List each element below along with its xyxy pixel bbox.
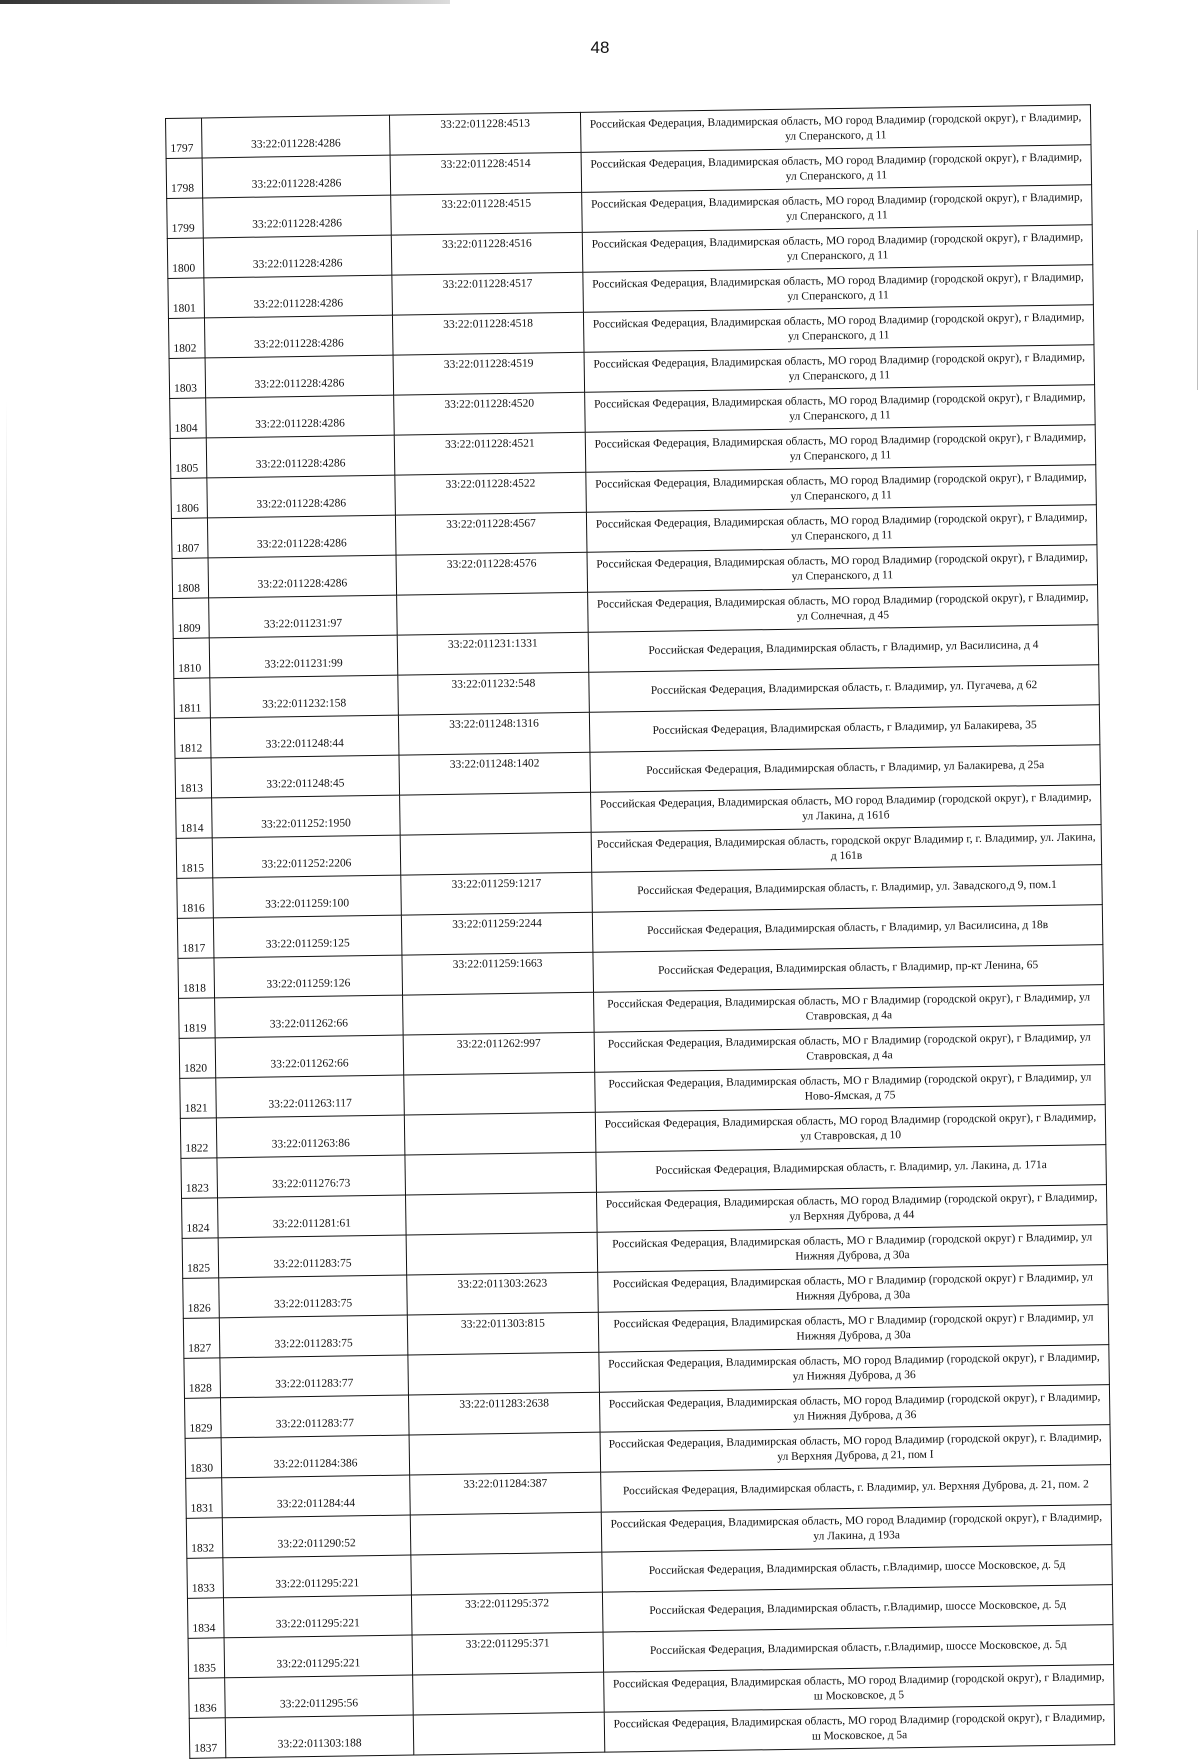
address-cell: Российская Федерация, Владимирская область, МО г Владимир (городской округ), г Владимир, ул Ново-Ямская, д 75 [595,1065,1106,1113]
row-number-cell: 1811 [174,678,211,719]
address-cell: Российская Федерация, Владимирская область, г.Владимир, шоссе Московское, д. 5д [602,1585,1113,1633]
sub-cadastral-number-cell: 33:22:011303:815 [407,1312,599,1355]
registry-table-body [166,105,1115,1759]
row-number-cell: 1829 [184,1398,221,1439]
cadastral-number-cell: 33:22:011228:4286 [202,155,391,198]
cadastral-number-cell: 33:22:011228:4286 [206,395,395,438]
row-number-cell: 1803 [169,358,206,399]
address-cell: Российская Федерация, Владимирская область, МО г Владимир (городской округ), г Владимир, ул Ставровская, д 4а [594,985,1105,1033]
page-number: 48 [590,38,610,57]
sub-cadastral-number-cell: 33:22:011228:4517 [392,272,584,315]
row-number-cell: 1815 [176,838,213,879]
row-number-cell: 1804 [170,398,207,439]
sub-cadastral-number-cell [408,1352,600,1395]
cadastral-number-cell: 33:22:011284:44 [222,1475,411,1518]
cadastral-number-cell: 33:22:011262:66 [215,1035,404,1078]
cadastral-number-cell: 33:22:011228:4286 [202,115,391,158]
address-cell: Российская Федерация, Владимирская область, МО город Владимир (городской округ), г Владимир, ул Сперанского, д 11 [585,425,1096,473]
sub-cadastral-number-cell: 33:22:011259:1663 [402,952,594,995]
address-cell: Российская Федерация, Владимирская область, МО город Владимир (городской округ), г Владимир, ул Ставровская, д 10 [595,1105,1106,1153]
sub-cadastral-number-cell [413,1712,605,1755]
row-number-cell: 1836 [189,1678,226,1719]
row-number-cell: 1806 [171,478,208,519]
row-number-cell: 1835 [188,1638,225,1679]
row-number-cell: 1818 [178,958,215,999]
row-number-cell: 1810 [173,638,210,679]
row-number-cell: 1816 [177,878,214,919]
address-cell: Российская Федерация, Владимирская область, МО г Владимир (городской округ) г Владимир, ул Нижняя Дуброва, д 30а [597,1225,1108,1273]
row-number-cell: 1808 [172,558,209,599]
cadastral-number-cell: 33:22:011276:73 [217,1155,406,1198]
address-cell: Российская Федерация, Владимирская область, г. Владимир, ул. Завадского,д 9, пом.1 [592,865,1103,913]
sub-cadastral-number-cell: 33:22:011228:4522 [395,472,587,515]
row-number-cell: 1819 [179,998,216,1039]
sub-cadastral-number-cell: 33:22:011303:2623 [407,1272,599,1315]
sub-cadastral-number-cell: 33:22:011228:4516 [391,232,583,275]
address-cell: Российская Федерация, Владимирская область, МО г Владимир (городской округ), г Владимир, ул Ставровская, д 4а [594,1025,1105,1073]
cadastral-number-cell: 33:22:011232:158 [210,675,399,718]
cadastral-number-cell: 33:22:011252:1950 [212,795,401,838]
address-cell: Российская Федерация, Владимирская область, МО город Владимир (городской округ), г Владимир, ш Московское, д 5а [604,1705,1115,1753]
row-number-cell: 1821 [180,1078,217,1119]
address-cell: Российская Федерация, Владимирская область, г.Владимир, шоссе Московское, д. 5д [603,1625,1114,1673]
row-number-cell: 1822 [180,1118,217,1159]
sub-cadastral-number-cell [404,1072,596,1115]
row-number-cell: 1832 [186,1518,223,1559]
address-cell: Российская Федерация, Владимирская область, городской округ Владимир г, г. Владимир, ул. Лакина, д 161в [591,825,1102,873]
scan-artifact-top [0,0,450,4]
address-cell: Российская Федерация, Владимирская область, г. Владимир, ул. Верхняя Дуброва, д. 21, пом. 2 [601,1465,1112,1513]
row-number-cell: 1837 [189,1718,226,1759]
cadastral-number-cell: 33:22:011259:100 [213,875,402,918]
cadastral-number-cell: 33:22:011228:4286 [207,515,396,558]
sub-cadastral-number-cell: 33:22:011262:997 [403,1032,595,1075]
sub-cadastral-number-cell: 33:22:011228:4515 [391,192,583,235]
address-cell: Российская Федерация, Владимирская область, МО г Владимир (городской округ) г Владимир, ул Нижняя Дуброва, д 30а [598,1305,1109,1353]
row-number-cell: 1828 [184,1358,221,1399]
address-cell: Российская Федерация, Владимирская область, МО город Владимир (городской округ), г Владимир, ул Сперанского, д 11 [586,465,1097,513]
sub-cadastral-number-cell: 33:22:011228:4514 [390,152,582,195]
sub-cadastral-number-cell: 33:22:011232:548 [398,672,590,715]
sub-cadastral-number-cell [406,1192,598,1235]
address-cell: Российская Федерация, Владимирская область, МО город Владимир (городской округ), г Владимир, ул Лакина, д 193а [601,1505,1112,1553]
address-cell: Российская Федерация, Владимирская область, МО город Владимир (городской округ), г Владимир, ул Верхняя Дуброва, д 44 [596,1185,1107,1233]
address-cell: Российская Федерация, Владимирская область, МО город Владимир (городской округ), г Владимир, ул Сперанского, д 11 [583,265,1094,313]
cadastral-number-cell: 33:22:011259:126 [214,955,403,998]
row-number-cell: 1825 [182,1238,219,1279]
cadastral-number-cell: 33:22:011295:221 [223,1595,412,1638]
sub-cadastral-number-cell: 33:22:011228:4521 [394,432,586,475]
row-number-cell: 1833 [187,1558,224,1599]
cadastral-number-cell: 33:22:011228:4286 [204,315,393,358]
sub-cadastral-number-cell [405,1152,597,1195]
row-number-cell: 1817 [177,918,214,959]
cadastral-number-cell: 33:22:011283:75 [218,1235,407,1278]
row-number-cell: 1824 [182,1198,219,1239]
sub-cadastral-number-cell: 33:22:011228:4520 [394,392,586,435]
address-cell: Российская Федерация, Владимирская область, МО город Владимир (городской округ), г Владимир, ул Сперанского, д 11 [582,225,1093,273]
address-cell: Российская Федерация, Владимирская область, г Владимир, ул Балакирева, д 25а [590,745,1101,793]
sub-cadastral-number-cell: 33:22:011259:1217 [401,872,593,915]
row-number-cell: 1807 [171,518,208,559]
row-number-cell: 1802 [168,318,205,359]
sub-cadastral-number-cell: 33:22:011259:2244 [401,912,593,955]
sub-cadastral-number-cell: 33:22:011228:4518 [392,312,584,355]
cadastral-number-cell: 33:22:011263:117 [216,1075,405,1118]
address-cell: Российская Федерация, Владимирская область, МО город Владимир (городской округ), г Владимир, ул Сперанского, д 11 [581,145,1092,193]
row-number-cell: 1800 [167,238,204,279]
cadastral-number-cell: 33:22:011303:188 [225,1715,414,1758]
row-number-cell: 1831 [186,1478,223,1519]
scan-artifact-right-edge [1197,230,1198,390]
sub-cadastral-number-cell: 33:22:011228:4519 [393,352,585,395]
row-number-cell: 1830 [185,1438,222,1479]
sub-cadastral-number-cell: 33:22:011295:371 [412,1632,604,1675]
address-cell: Российская Федерация, Владимирская область, МО город Владимир (городской округ), г Владимир, ул Сперанского, д 11 [587,545,1098,593]
cadastral-number-cell: 33:22:011228:4286 [203,235,392,278]
cadastral-number-cell: 33:22:011295:56 [225,1675,414,1718]
cadastral-number-cell: 33:22:011231:97 [209,595,398,638]
row-number-cell: 1834 [187,1598,224,1639]
sub-cadastral-number-cell: 33:22:011228:4513 [389,112,581,155]
address-cell: Российская Федерация, Владимирская область, МО город Владимир (городской округ), г Владимир, ш Московское, д 5 [604,1665,1115,1713]
scan-artifact-left-edge [6,400,7,1650]
address-cell: Российская Федерация, Владимирская область, МО г Владимир (городской округ) г Владимир, ул Нижняя Дуброва, д 30а [598,1265,1109,1313]
sub-cadastral-number-cell [411,1552,603,1595]
sub-cadastral-number-cell [400,792,592,835]
address-cell: Российская Федерация, Владимирская область, МО город Владимир (городской округ), г Владимир, ул Солнечная, д 45 [588,585,1099,633]
cadastral-number-cell: 33:22:011228:4286 [206,435,395,478]
sub-cadastral-number-cell: 33:22:011284:387 [410,1472,602,1515]
row-number-cell: 1827 [183,1318,220,1359]
row-number-cell: 1814 [176,798,213,839]
cadastral-number-cell: 33:22:011248:45 [211,755,400,798]
address-cell: Российская Федерация, Владимирская область, МО город Владимир (городской округ), г Владимир, ул Нижняя Дуброва, д 36 [599,1345,1110,1393]
sub-cadastral-number-cell: 33:22:011231:1331 [397,632,589,675]
cadastral-number-cell: 33:22:011295:221 [223,1555,412,1598]
address-cell: Российская Федерация, Владимирская область, МО город Владимир (городской округ), г Владимир, ул Сперанского, д 11 [586,505,1097,553]
cadastral-number-cell: 33:22:011283:75 [219,1315,408,1358]
address-cell: Российская Федерация, Владимирская область, МО город Владимир (городской округ), г Владимир, ул Сперанского, д 11 [583,305,1094,353]
cadastral-number-cell: 33:22:011259:125 [213,915,402,958]
address-cell: Российская Федерация, Владимирская область, МО город Владимир (городской округ), г Владимир, ул Сперанского, д 11 [582,185,1093,233]
row-number-cell: 1820 [179,1038,216,1079]
address-cell: Российская Федерация, Владимирская область, МО город Владимир (городской округ), г Владимир, ул Сперанского, д 11 [585,385,1096,433]
row-number-cell: 1797 [166,118,203,159]
cadastral-number-cell: 33:22:011231:99 [209,635,398,678]
sub-cadastral-number-cell [403,992,595,1035]
sub-cadastral-number-cell [397,592,589,635]
sub-cadastral-number-cell [404,1112,596,1155]
cadastral-number-cell: 33:22:011248:44 [210,715,399,758]
address-cell: Российская Федерация, Владимирская область, г. Владимир, ул. Лакина, д. 171а [596,1145,1107,1193]
cadastral-number-cell: 33:22:011228:4286 [207,475,396,518]
address-cell: Российская Федерация, Владимирская область, МО город Владимир (городской округ), г Владимир, ул Сперанского, д 11 [584,345,1095,393]
sub-cadastral-number-cell: 33:22:011295:372 [411,1592,603,1635]
sub-cadastral-number-cell [410,1512,602,1555]
sub-cadastral-number-cell: 33:22:011228:4567 [395,512,587,555]
row-number-cell: 1812 [174,718,211,759]
address-cell: Российская Федерация, Владимирская область, МО город Владимир (городской округ), г Владимир, ул Лакина, д 161б [591,785,1102,833]
sub-cadastral-number-cell: 33:22:011248:1316 [398,712,590,755]
cadastral-number-cell: 33:22:011290:52 [222,1515,411,1558]
cadastral-number-cell: 33:22:011228:4286 [204,275,393,318]
cadastral-number-cell: 33:22:011281:61 [218,1195,407,1238]
cadastral-number-cell: 33:22:011252:2206 [212,835,401,878]
sub-cadastral-number-cell [400,832,592,875]
address-cell: Российская Федерация, Владимирская область, г Владимир, ул Василисина, д 18в [592,905,1103,953]
address-cell: Российская Федерация, Владимирская область, г Владимир, пр-кт Ленина, 65 [593,945,1104,993]
sub-cadastral-number-cell: 33:22:011248:1402 [399,752,591,795]
row-number-cell: 1809 [173,598,210,639]
cadastral-number-cell: 33:22:011284:386 [221,1435,410,1478]
property-registry-table [165,104,1115,1759]
cadastral-number-cell: 33:22:011283:77 [220,1355,409,1398]
row-number-cell: 1805 [170,438,207,479]
cadastral-number-cell: 33:22:011283:77 [220,1395,409,1438]
cadastral-number-cell: 33:22:011262:66 [215,995,404,1038]
address-cell: Российская Федерация, Владимирская область, МО город Владимир (городской округ), г Владимир, ул Сперанского, д 11 [580,105,1091,153]
cadastral-number-cell: 33:22:011283:75 [219,1275,408,1318]
row-number-cell: 1823 [181,1158,218,1199]
sub-cadastral-number-cell [409,1432,601,1475]
address-cell: Российская Федерация, Владимирская область, г Владимир, ул Балакирева, 35 [589,705,1100,753]
row-number-cell: 1798 [166,158,203,199]
address-cell: Российская Федерация, Владимирская область, г Владимир, ул Василисина, д 4 [588,625,1099,673]
sub-cadastral-number-cell: 33:22:011228:4576 [396,552,588,595]
address-cell: Российская Федерация, Владимирская область, г. Владимир, ул. Пугачева, д 62 [589,665,1100,713]
cadastral-number-cell: 33:22:011228:4286 [208,555,397,598]
address-cell: Российская Федерация, Владимирская область, г.Владимир, шоссе Московское, д. 5д [602,1545,1113,1593]
sub-cadastral-number-cell [413,1672,605,1715]
cadastral-number-cell: 33:22:011228:4286 [205,355,394,398]
row-number-cell: 1826 [183,1278,220,1319]
row-number-cell: 1799 [167,198,204,239]
address-cell: Российская Федерация, Владимирская область, МО город Владимир (городской округ), г. Владимир, ул Верхняя Дуброва, д 21, пом I [600,1425,1111,1473]
cadastral-number-cell: 33:22:011263:86 [216,1115,405,1158]
sub-cadastral-number-cell [406,1232,598,1275]
row-number-cell: 1813 [175,758,212,799]
sub-cadastral-number-cell: 33:22:011283:2638 [408,1392,600,1435]
address-cell: Российская Федерация, Владимирская область, МО город Владимир (городской округ), г Владимир, ул Нижняя Дуброва, д 36 [599,1385,1110,1433]
row-number-cell: 1801 [168,278,205,319]
cadastral-number-cell: 33:22:011228:4286 [203,195,392,238]
cadastral-number-cell: 33:22:011295:221 [224,1635,413,1678]
